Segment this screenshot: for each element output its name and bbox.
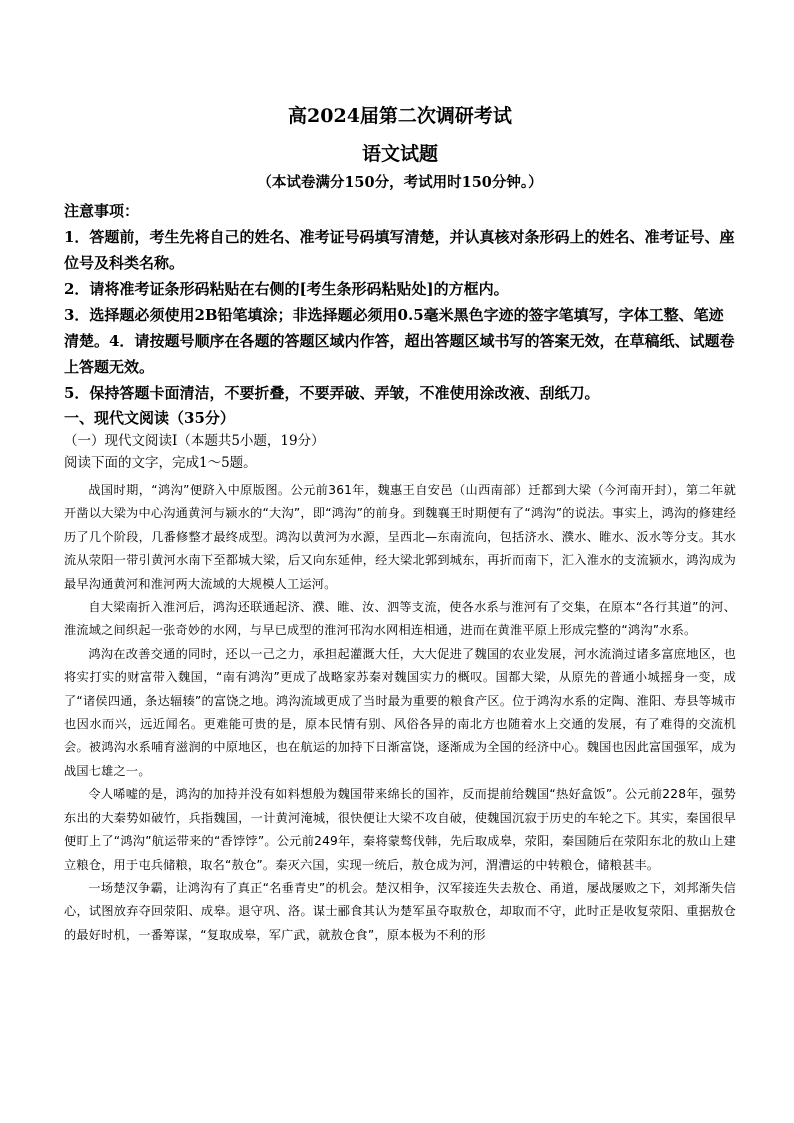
notice-item: 5．保持答题卡面清洁，不要折叠，不要弄破、弄皱，不准使用涂改液、刮纸刀。 xyxy=(64,384,600,402)
passage-paragraph: 令人唏嘘的是，鸿沟的加持并没有如料想般为魏国带来绵长的国祚，反而提前给魏国“热好盒饭”。公元前228年，强势东出的大秦势如破竹，兵指魏国，一计黄河淹城，很快便让大梁不攻自破，使魏国沉寂于历史的车轮之下。其实，秦国很早便盯上了“鸿沟”航运带来的“香饽饽”。公元前249年，秦将蒙骜伐韩，先后取成皋，荥阳，秦国随后在荥阳东北的敖山上建立粮仓，用于屯兵储粮，取名“敖仓”。秦灭六国，实现一统后，敖仓成为河，渭漕运的中转粮仓，储粮甚丰。 xyxy=(64,787,736,872)
section-heading: 一、现代文阅读（35分） xyxy=(64,409,235,427)
notice-heading: 注意事项： xyxy=(64,202,140,220)
passage-paragraph: 鸿沟在改善交通的同时，还以一己之力，承担起灌溉大任，大大促进了魏国的农业发展，河水流淌过诸多富庶地区，也将实打实的财富带入魏国，“南有鸿沟”更成了战略家苏秦对魏国实力的概叹。国都大梁，从原先的普通小城摇身一变，成了“诸侯四通，条达辐辏”的富饶之地。鸿沟流域更成了当时最为重要的粮食产区。位于鸿沟水系的定陶、淮阳、寿县等城市也因水而兴，远近闻名。更难能可贵的是，原本民情有别、风俗各异的南北方也随着水上交通的发展，有了难得的交流机会。被鸿沟水系哺育滋润的中原地区，也在航运的加持下日渐富饶，逐渐成为全国的经济中心。魏国也因此富国强军，成为战国七雄之一。 xyxy=(64,646,736,778)
notice-item: 1．答题前，考生先将自己的姓名、准考证号码填写清楚，并认真核对条形码上的姓名、准考证号、座位号及科类名称。 xyxy=(64,228,735,272)
notice-block xyxy=(64,198,736,406)
notice-item: 3．选择题必须使用2B铅笔填涂；非选择题必须用0.5毫米黑色字迹的签字笔填写，字体工整、笔迹清楚。4．请按题号顺序在各题的答题区域内作答，超出答题区域书写的答案无效，在草稿纸、试题卷上答题无效。 xyxy=(64,306,735,376)
exam-title: 高2024届第二次调研考试 xyxy=(288,105,512,127)
passage-paragraph: 一场楚汉争霸，让鸿沟有了真正“名垂青史”的机会。楚汉相争，汉军接连失去敖仓、甬道，屡战屡败之下，刘邦渐失信心，试图放弃夺回荥阳、成皋。退守巩、洛。谋士郦食其认为楚军虽夺取敖仓，却取而不守，此时正是收复荥阳、重据敖仓的最好时机，一番筹谋，“复取成皋，军广武，就敖仓食”，原本极为不利的形 xyxy=(64,880,736,942)
passage-paragraph: 自大梁南折入淮河后，鸿沟还联通起济、濮、睢、汝、泗等支流，使各水系与淮河有了交集，在原本“各行其道”的河、淮流域之间织起一张奇妙的水网，与早已成型的淮河邗沟水网相连相通，进而在黄淮平原上形成完整的“鸿沟”水系。 xyxy=(64,600,736,638)
subject-title: 语文试题 xyxy=(361,143,438,165)
subsection-heading: （一）现代文阅读Ⅰ（本题共5小题，19分） xyxy=(64,433,325,449)
passage-paragraph: 战国时期，“鸿沟”便跻入中原版图。公元前361年，魏惠王自安邑（山西南部）迁都到大梁（今河南开封），第二年就开凿以大梁为中心沟通黄河与颍水的“大沟”，即“鸿沟”的前身。到魏襄王时期便有了“鸿沟”的说法。事实上，鸿沟的修建经历了几个阶段，几番修整才最终成型。鸿沟以黄河为水源，呈西北—东南流向，包括济水、濮水、睢水、汳水等分支。其水流从荥阳一带引黄河水南下至都城大梁，后又向东延伸，经大梁北郭到城东，再折而南下，汇入淮水的支流颍水，鸿沟成为最早沟通黄河和淮河两大流域的大规模人工运河。 xyxy=(64,483,736,591)
exam-note: （本试卷满分150分，考试用时150分钟。） xyxy=(257,174,543,191)
reading-section xyxy=(64,406,736,947)
notice-item: 2．请将准考证条形码粘贴在右侧的[考生条形码粘贴处]的方框内。 xyxy=(64,280,509,298)
reading-instruction: 阅读下面的文字，完成1～5题。 xyxy=(64,455,257,471)
